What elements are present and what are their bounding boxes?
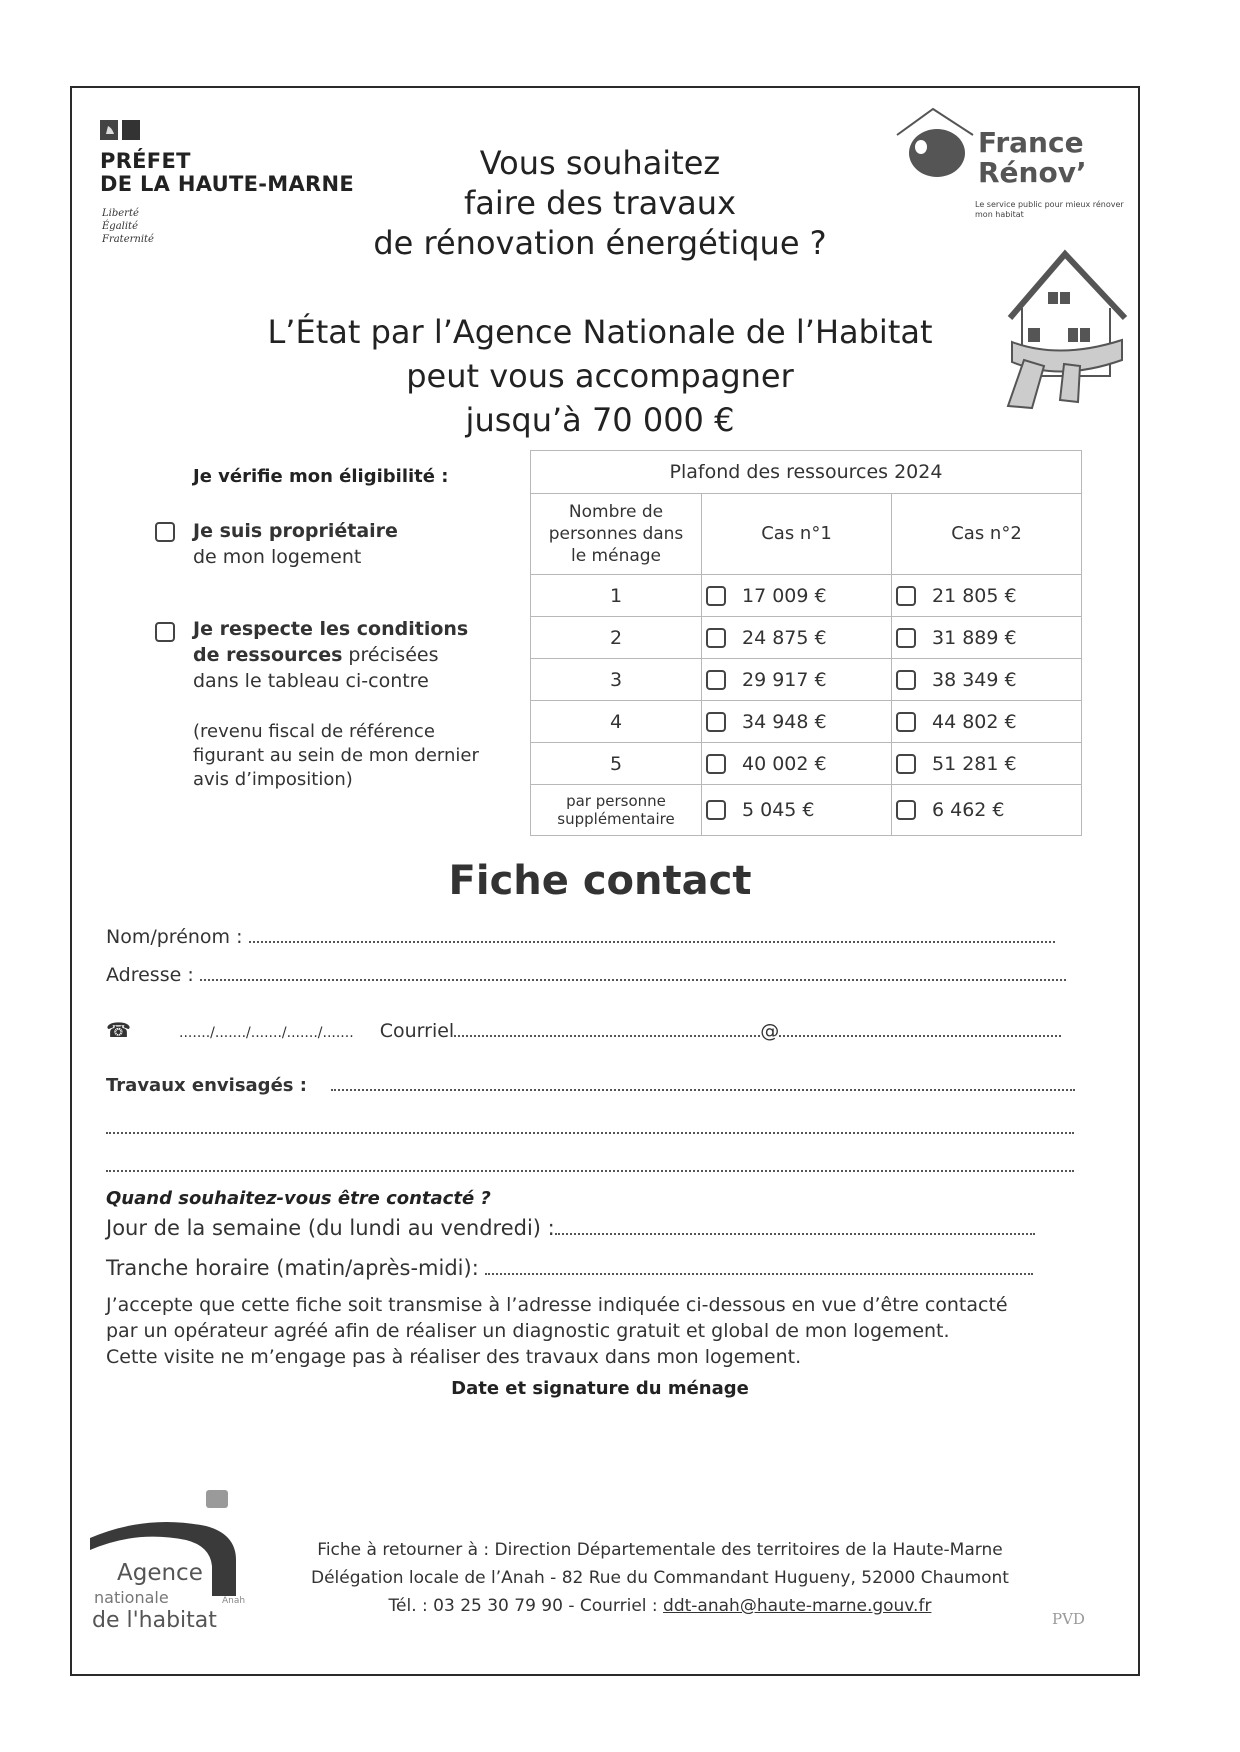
resources-label-rest: précisées: [342, 644, 439, 666]
motto-liberte: Liberté: [102, 208, 139, 219]
fiscal-note-line: figurant au sein de mon dernier: [193, 745, 479, 766]
france-renov-tagline: Le service public pour mieux rénover mon habitat: [975, 200, 1124, 219]
case1-checkbox[interactable]: [706, 800, 726, 820]
case1-checkbox[interactable]: [706, 754, 726, 774]
persons-cell: 3: [531, 659, 702, 701]
contact-form-title: Fiche contact: [448, 858, 752, 904]
france-renov-logo-icon: [895, 105, 975, 185]
france-renov-line: France: [978, 126, 1084, 159]
anah-nationale-text: nationale: [94, 1588, 169, 1607]
case1-cell: [702, 701, 892, 743]
slot-field[interactable]: [485, 1259, 1033, 1275]
fiscal-note-line: avis d’imposition): [193, 769, 353, 790]
resources-option: [193, 616, 468, 694]
headline-line: Vous souhaitez: [479, 144, 721, 182]
subheadline-line: peut vous accompagner: [406, 357, 794, 395]
case1-value: 29 917 €: [742, 668, 827, 691]
extra-line: supplémentaire: [557, 810, 675, 828]
case2-checkbox[interactable]: [896, 628, 916, 648]
case1-value: 24 875 €: [742, 626, 827, 649]
email-user-field[interactable]: [454, 1021, 760, 1037]
case2-value: 44 802 €: [932, 710, 1017, 733]
works-field-line-3[interactable]: [106, 1156, 1074, 1176]
motto-egalite: Égalité: [102, 221, 138, 232]
anah-habitat-text: de l'habitat: [92, 1608, 217, 1633]
fiscal-note-line: (revenu fiscal de référence: [193, 721, 435, 742]
address-label: Adresse :: [106, 964, 194, 986]
table-row: [531, 659, 1082, 701]
case2-cell: [892, 575, 1082, 617]
persons-cell: 4: [531, 701, 702, 743]
table-row: [531, 701, 1082, 743]
prefet-line1: PRÉFET: [100, 149, 191, 173]
fiscal-note: [193, 720, 479, 792]
contact-time-question: Quand souhaitez-vous être contacté ?: [106, 1188, 491, 1209]
consent-text: [106, 1292, 1136, 1370]
case1-checkbox[interactable]: [706, 712, 726, 732]
headline-line: de rénovation énergétique ?: [373, 224, 827, 262]
headline-line: faire des travaux: [464, 184, 736, 222]
slot-row: [106, 1256, 1033, 1280]
motto-fraternite: Fraternité: [102, 234, 154, 245]
case2-value: 21 805 €: [932, 584, 1017, 607]
subheadline-line: L’État par l’Agence Nationale de l’Habitat: [267, 313, 933, 351]
persons-cell: 2: [531, 617, 702, 659]
footer-phone: Tél. : 03 25 30 79 90 - Courriel :: [388, 1596, 664, 1616]
france-renov-name: [978, 128, 1087, 188]
footer-line-2: Délégation locale de l’Anah - 82 Rue du Commandant Hugueny, 52000 Chaumont: [311, 1568, 1009, 1588]
case2-checkbox[interactable]: [896, 754, 916, 774]
case1-cell: [702, 785, 892, 836]
consent-line: par un opérateur agréé afin de réaliser un diagnostic gratuit et global de mon logement.: [106, 1320, 950, 1342]
eligibility-title: Je vérifie mon éligibilité :: [193, 466, 449, 487]
resource-ceiling-table: [530, 450, 1082, 836]
case2-checkbox[interactable]: [896, 670, 916, 690]
table-row-extra: [531, 785, 1082, 836]
prefet-line2: DE LA HAUTE-MARNE: [100, 172, 354, 196]
case1-cell: [702, 617, 892, 659]
anah-agence-text: Agence: [117, 1560, 203, 1586]
case2-cell: [892, 659, 1082, 701]
resources-checkbox[interactable]: [155, 622, 175, 642]
case1-cell: [702, 743, 892, 785]
works-row: [106, 1074, 1075, 1096]
case1-cell: [702, 659, 892, 701]
col-header-persons: [531, 494, 702, 575]
signature-label: Date et signature du ménage: [451, 1378, 749, 1399]
phone-email-row: [106, 1018, 1061, 1042]
table-row: [531, 743, 1082, 785]
owner-label-rest: de mon logement: [193, 546, 362, 568]
case2-value: 51 281 €: [932, 752, 1017, 775]
republic-motto: [102, 207, 154, 246]
phone-icon: ☎: [106, 1018, 131, 1042]
case2-cell: [892, 617, 1082, 659]
case2-cell: [892, 701, 1082, 743]
case2-value: 6 462 €: [932, 799, 1005, 821]
owner-label: Je suis propriétaire: [193, 520, 398, 542]
owner-checkbox[interactable]: [155, 522, 175, 542]
address-field[interactable]: [200, 965, 1066, 981]
resources-label-rest-2: dans le tableau ci-contre: [193, 670, 429, 692]
consent-line: J’accepte que cette fiche soit transmise à l’adresse indiquée ci-dessous en vue d’être contacté: [106, 1294, 1008, 1316]
col-header-line: le ménage: [570, 546, 662, 566]
col-header-line: Nombre de: [568, 502, 664, 522]
day-label: Jour de la semaine (du lundi au vendredi) :: [106, 1216, 555, 1240]
owner-option: [193, 518, 398, 570]
subheadline-line: jusqu’à 70 000 €: [465, 401, 735, 439]
return-address: [260, 1536, 1060, 1620]
subheadline: [200, 310, 1000, 442]
case1-value: 34 948 €: [742, 710, 827, 733]
address-row: [106, 964, 1066, 986]
footer-line-1: Fiche à retourner à : Direction Départementale des territoires de la Haute-Marne: [317, 1540, 1003, 1560]
case1-value: 5 045 €: [742, 799, 815, 821]
case2-cell: [892, 743, 1082, 785]
case1-checkbox[interactable]: [706, 586, 726, 606]
persons-cell-extra: [531, 785, 702, 836]
works-field[interactable]: [331, 1075, 1075, 1091]
name-label: Nom/prénom :: [106, 926, 243, 948]
persons-cell: 5: [531, 743, 702, 785]
table-title: Plafond des ressources 2024: [531, 451, 1082, 494]
email-label: Courriel: [379, 1020, 455, 1042]
email-domain-field[interactable]: [779, 1021, 1061, 1037]
footer-line-3: [260, 1592, 1060, 1620]
case2-checkbox[interactable]: [896, 712, 916, 732]
resources-label-2: de ressources: [193, 644, 343, 666]
day-field[interactable]: [555, 1219, 1035, 1235]
anah-small-text: Anah: [222, 1596, 246, 1606]
col-header-line: personnes dans: [548, 524, 684, 544]
slot-label: Tranche horaire (matin/après-midi):: [106, 1256, 479, 1280]
headline: [300, 143, 900, 263]
case2-value: 38 349 €: [932, 668, 1017, 691]
case1-checkbox[interactable]: [706, 670, 726, 690]
case1-value: 17 009 €: [742, 584, 827, 607]
case1-cell: [702, 575, 892, 617]
case2-value: 31 889 €: [932, 626, 1017, 649]
case2-checkbox[interactable]: [896, 586, 916, 606]
works-label: Travaux envisagés :: [106, 1075, 307, 1096]
case2-cell: [892, 785, 1082, 836]
consent-line: Cette visite ne m’engage pas à réaliser des travaux dans mon logement.: [106, 1346, 802, 1368]
name-row: [106, 926, 1055, 948]
at-sign: @: [760, 1020, 780, 1042]
case1-checkbox[interactable]: [706, 628, 726, 648]
france-renov-line: Rénov’: [978, 156, 1087, 189]
col-header-case2: Cas n°2: [892, 494, 1082, 575]
case2-checkbox[interactable]: [896, 800, 916, 820]
table-row: [531, 575, 1082, 617]
marianne-logo: [100, 118, 140, 142]
day-row: [106, 1216, 1035, 1240]
house-scarf-icon: [1000, 248, 1130, 428]
table-row: [531, 617, 1082, 659]
works-field-line-2[interactable]: [106, 1118, 1074, 1138]
extra-line: par personne: [566, 792, 666, 810]
pvd-stamp: PVD: [1052, 1610, 1085, 1628]
persons-cell: 1: [531, 575, 702, 617]
col-header-case1: Cas n°1: [702, 494, 892, 575]
footer-email-link[interactable]: ddt-anah@haute-marne.gouv.fr: [663, 1596, 932, 1616]
resources-label-1: Je respecte les conditions: [193, 618, 469, 640]
case1-value: 40 002 €: [742, 752, 827, 775]
phone-field[interactable]: ......./......./......./......./.......: [179, 1025, 354, 1041]
name-field[interactable]: [249, 927, 1055, 943]
